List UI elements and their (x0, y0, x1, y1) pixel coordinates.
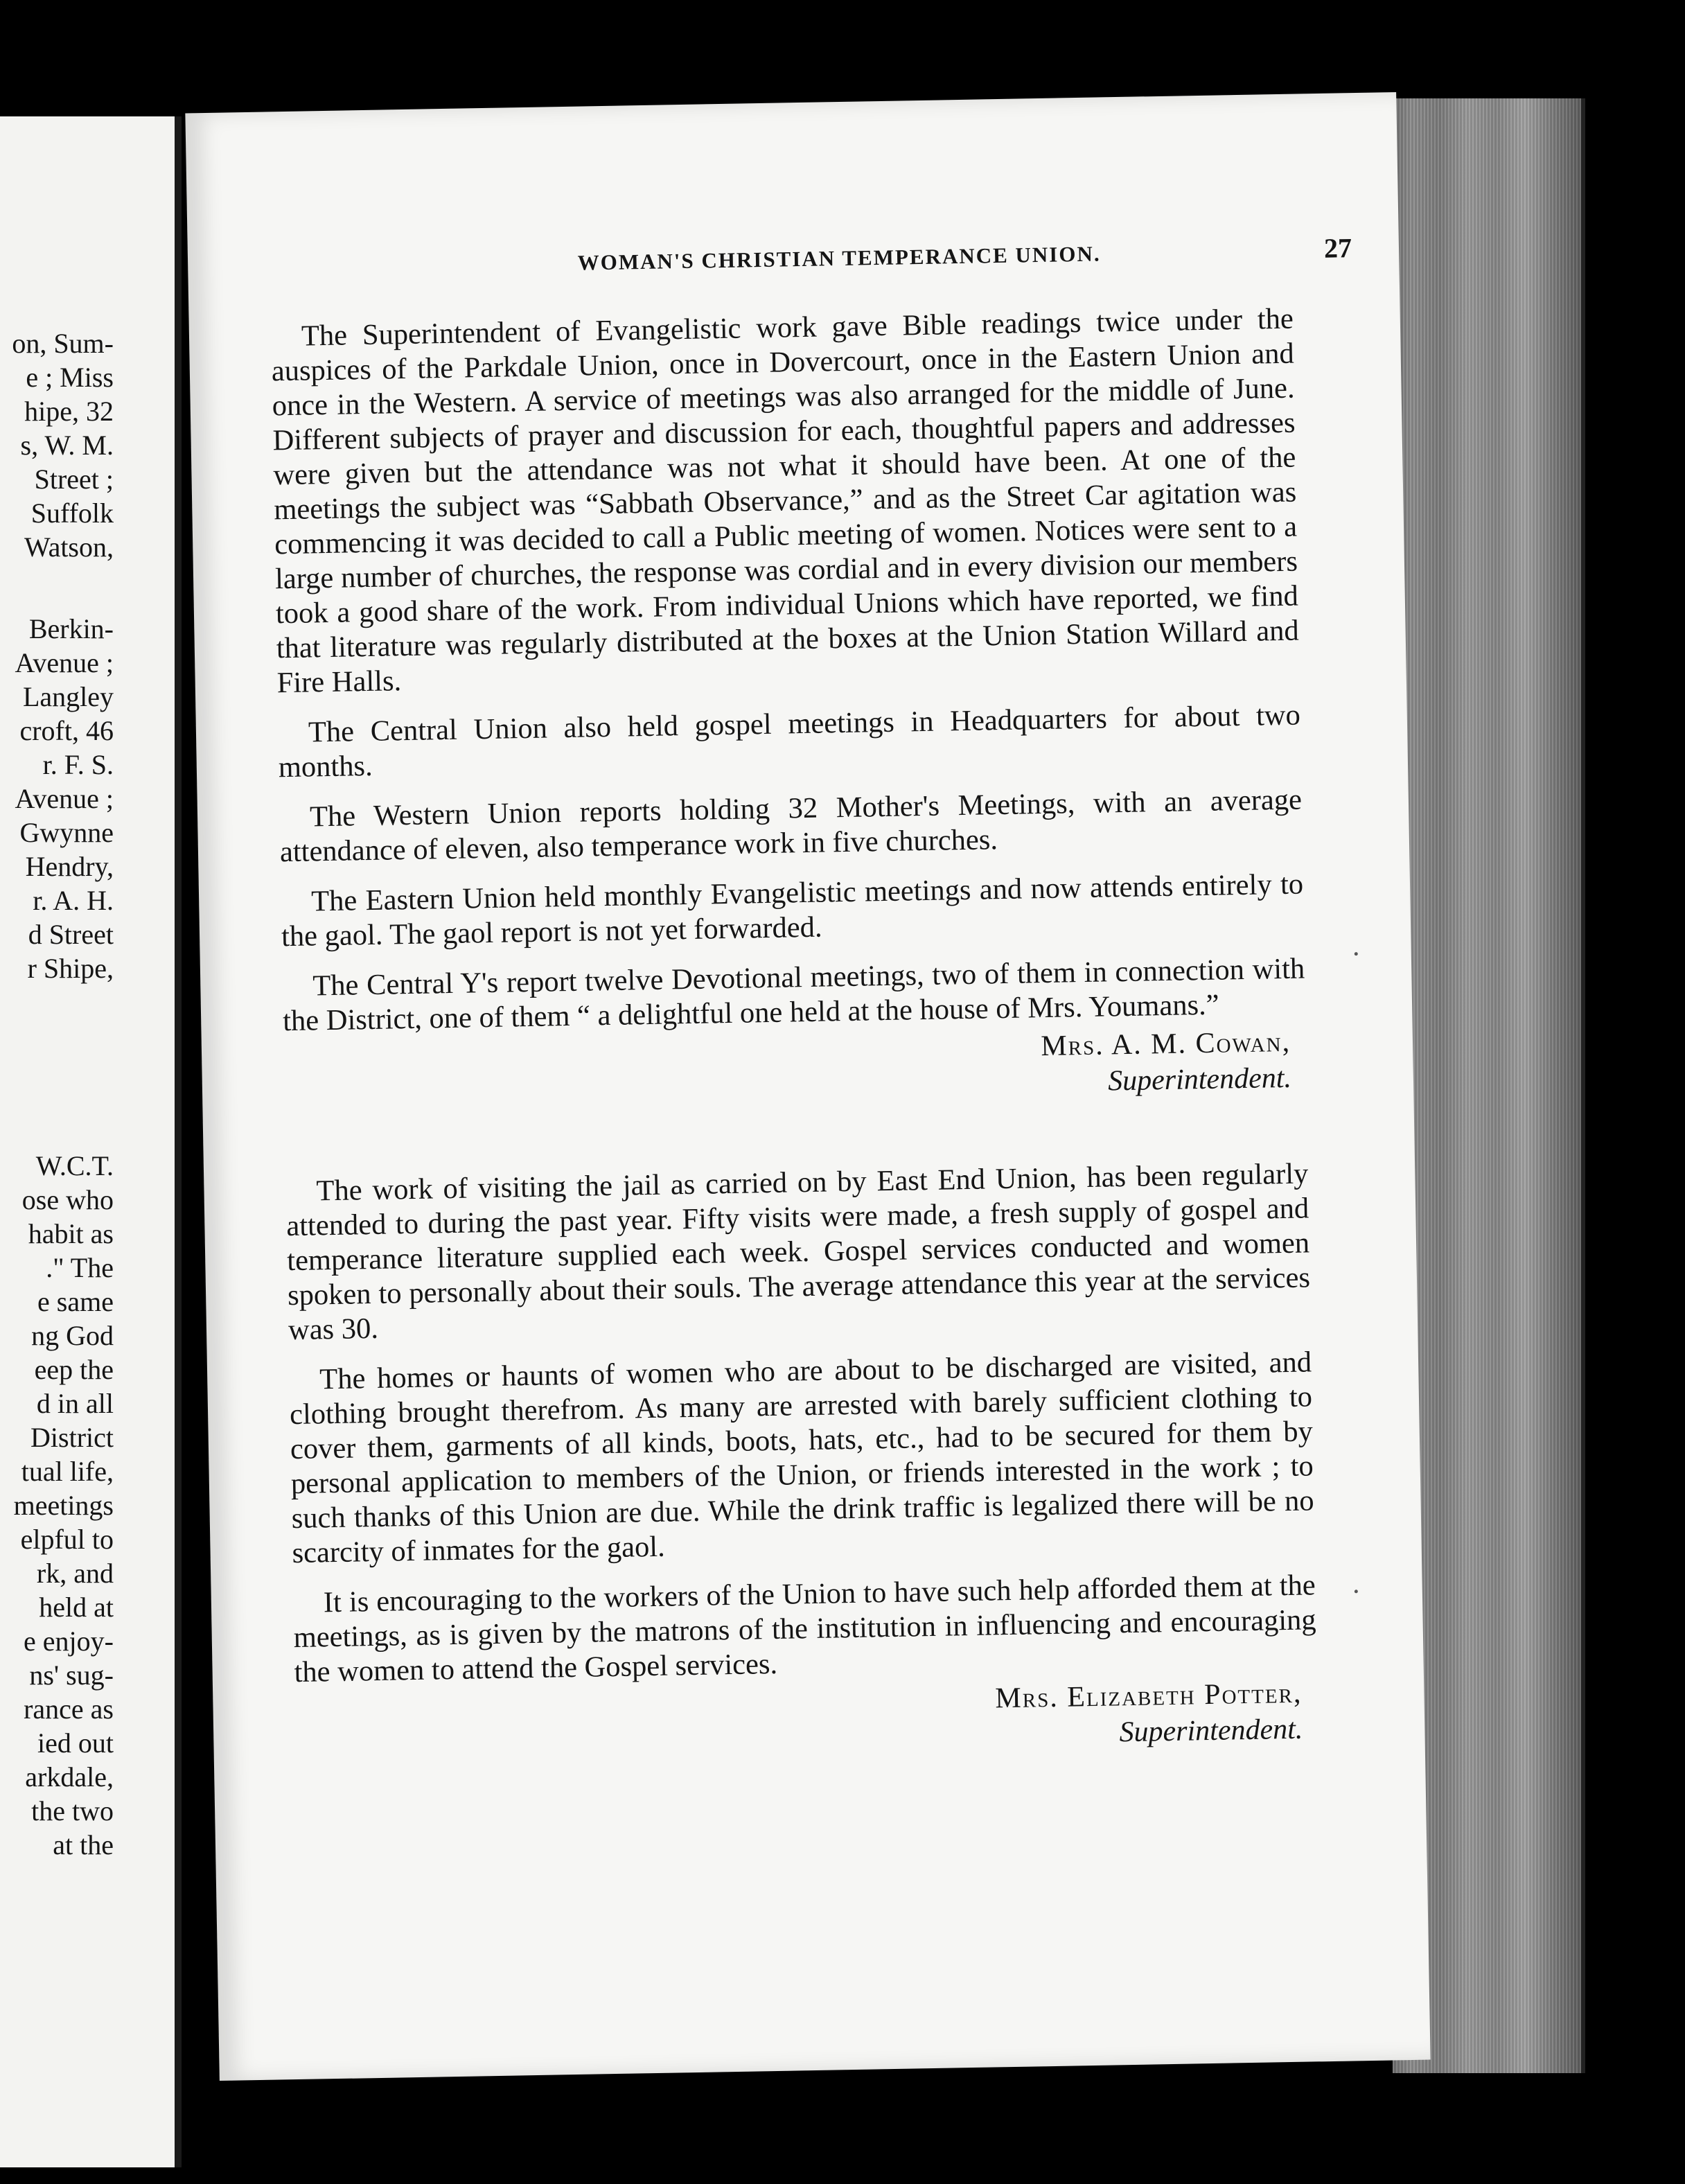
left-line: e same (37, 1286, 114, 1317)
book-page (185, 92, 1430, 2081)
evangelistic-report (271, 302, 1307, 1114)
page-body (271, 302, 1318, 1765)
left-line: s, W. M. (20, 430, 114, 461)
paragraph: The Eastern Union held monthly Evangelistic meetings and now attends entirely to the gaol. The gaol report is not yet forwarded. (281, 868, 1304, 953)
left-line: e enjoy- (24, 1626, 114, 1657)
left-line: ." The (46, 1252, 114, 1283)
left-line: eep the (34, 1354, 114, 1385)
left-line: meetings (13, 1490, 114, 1521)
signature-block (294, 1675, 1318, 1765)
left-line: habit as (28, 1218, 114, 1249)
running-head: WOMAN'S CHRISTIAN TEMPERANCE UNION. (577, 241, 1101, 275)
left-page-text-block-2 (0, 612, 114, 985)
left-line: Suffolk (30, 497, 114, 529)
paragraph: The work of visiting the jail as carried on by East End Union, has been regularly attended to during the past year. Fifty visits were made, a fresh supply of gospel and temperance literature supplied each week. Gospel services conducted and women spoken to personally about their souls. The average attendance this year at the services was 30. (285, 1157, 1311, 1347)
paragraph: The Central Union also held gospel meetings in Headquarters for about two months. (278, 698, 1301, 784)
left-line: Hendry, (25, 851, 114, 882)
signature-title: Superintendent. (1119, 1713, 1303, 1749)
left-line: Avenue ; (15, 783, 114, 814)
left-line: Gwynne (19, 817, 114, 848)
left-line: rance as (24, 1693, 114, 1725)
left-page-text-block-3 (0, 1149, 114, 1862)
page-number: 27 (1323, 232, 1352, 264)
left-line: District (30, 1422, 114, 1453)
left-line: Avenue ; (15, 647, 114, 678)
signature-name: Mrs. Elizabeth Potter, (995, 1677, 1303, 1715)
left-line: hipe, 32 (24, 396, 114, 427)
left-line: arkdale, (25, 1761, 114, 1793)
left-line: the two (31, 1795, 114, 1826)
left-line: d Street (28, 919, 114, 950)
left-line: croft, 46 (19, 715, 114, 746)
left-line: Watson, (24, 531, 114, 563)
left-line: ose who (21, 1184, 114, 1215)
left-line: Berkin- (28, 613, 114, 644)
paragraph: The homes or haunts of women who are about to be discharged are visited, and clothing brought therefrom. As many are arrested with barely sufficient clothing to cover them, garments of all kinds, boots, hats, etc., had to be secured for them by personal application to members of the Union, or friends interested in the work ; to such thanks of this Union are due. While the drink traffic is legalized there will be no scarcity of inmates for the gaol. (289, 1346, 1314, 1570)
left-line: r Shipe, (27, 953, 114, 984)
left-line: r. F. S. (42, 749, 114, 780)
left-line: Street ; (34, 464, 114, 495)
previous-page-fragment (0, 116, 182, 2167)
signature-title: Superintendent. (1107, 1062, 1292, 1098)
left-line: rk, and (36, 1558, 114, 1589)
paper-speck (1355, 1589, 1358, 1593)
left-line: d in all (36, 1388, 114, 1419)
paragraph: The Superintendent of Evangelistic work gave Bible readings twice under the auspices of the Parkdale Union, once in Dovercourt, once in the Eastern Union and once in the Western. A service of meetings was also arranged for the middle of June. Different subjects of prayer and discussion for each, thoughtful papers and addresses were given but the attendance was not what it should have been. At one of the meetings the subject was “Sabbath Observance,” and as the Street Car agitation was commencing it was decided to call a Public meeting of women. Notices were sent to a large number of churches, the response was cordial and in every division our members took a good share of the work. From individual Unions which have reported, we find that literature was regularly distributed at the boxes at the Union Station Willard and Fire Halls. (271, 302, 1300, 700)
jail-work-report (285, 1156, 1318, 1765)
left-line: r. A. H. (33, 885, 114, 916)
left-line: elpful to (20, 1524, 114, 1555)
left-line: ied out (37, 1727, 114, 1759)
paragraph: The Western Union reports holding 32 Mother's Meetings, with an average attendance of eleven, also temperance work in five churches. (279, 783, 1303, 869)
left-line: ns' sug- (29, 1659, 114, 1691)
left-line: held at (39, 1592, 114, 1623)
left-line: Langley (22, 681, 114, 712)
paper-speck (1355, 952, 1358, 956)
left-line: on, Sum- (12, 328, 114, 359)
left-line: at the (53, 1829, 114, 1860)
signature-name: Mrs. A. M. Cowan, (1040, 1025, 1291, 1063)
left-line: ng God (31, 1320, 114, 1351)
paragraph: The Central Y's report twelve Devotional meetings, two of them in connection with the District, one of them “ a delightful one held at the house of Mrs. Youmans.” (282, 952, 1305, 1038)
left-page-text-block-1 (0, 326, 114, 564)
paragraph: It is encouraging to the workers of the Union to have such help afforded them at the meetings, as is given by the matrons of the institution in influencing and encouraging the women to attend the Gospel services. (293, 1569, 1316, 1689)
left-line: e ; Miss (26, 362, 114, 393)
left-line: tual life, (21, 1456, 114, 1487)
left-line: W.C.T. (35, 1150, 114, 1181)
